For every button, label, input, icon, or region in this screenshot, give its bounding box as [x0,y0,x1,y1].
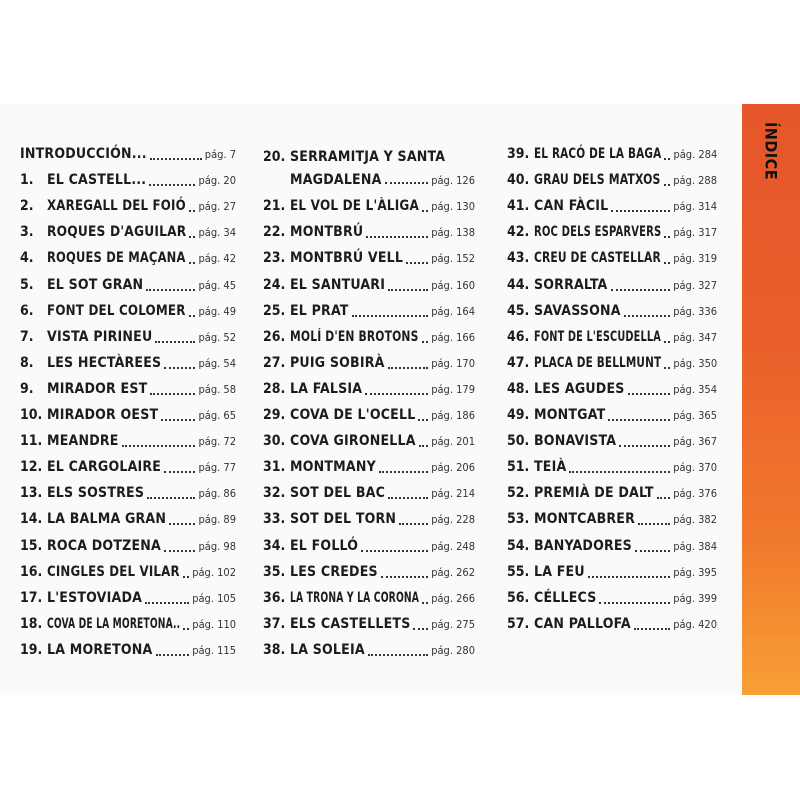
entry-page: pág. 89 [198,513,236,527]
index-entry[interactable] [263,250,475,270]
index-entry[interactable] [20,172,236,192]
entry-title: L'ESTOVIADA [47,589,143,606]
entry-title: ROQUES DE MAÇANA [47,250,186,267]
dot-leader [664,158,670,160]
entry-number: 41. [507,198,530,215]
entry-number: 36. [263,589,286,606]
entry-title: PREMIÀ DE DALT [534,485,654,502]
entry-page: pág. 266 [431,591,475,605]
entry-page: pág. 105 [192,591,236,605]
entry-title: CINGLES DEL VILAR [47,563,180,580]
index-column-2 [263,0,475,800]
index-entry[interactable] [20,564,236,584]
index-entry[interactable] [263,329,475,349]
index-entry[interactable] [507,564,717,584]
dot-leader [366,236,428,238]
entry-page: pág. 314 [673,200,717,214]
entry-title: MIRADOR EST [47,380,148,397]
index-entry[interactable] [263,642,475,662]
index-entry[interactable] [507,303,717,323]
entry-number: 14. [20,511,43,528]
entry-number: 34. [263,537,286,554]
index-entry[interactable] [263,590,475,610]
index-entry[interactable] [20,329,236,349]
entry-page: pág. 7 [204,148,236,161]
entry-number: 13. [20,485,43,502]
index-entry[interactable] [507,277,717,297]
entry-title: VISTA PIRINEU [47,328,153,345]
dot-leader [628,393,671,395]
entry-page: pág. 130 [431,200,475,214]
entry-title: ELS SOSTRES [47,485,145,502]
section-tab-label: ÍNDICE [761,121,781,181]
index-entry[interactable] [20,303,236,323]
entry-number: 7. [20,328,34,345]
index-entry[interactable] [507,381,717,401]
entry-page: pág. 152 [431,252,475,266]
index-entry[interactable] [263,303,475,323]
entry-title: LA BALMA GRAN [47,511,167,528]
entry-number: 50. [507,433,530,450]
dot-leader [145,602,189,604]
entry-page: pág. 42 [198,252,236,266]
entry-number: 11. [20,433,43,450]
entry-number: 55. [507,563,530,580]
entry-number: 21. [263,198,286,215]
index-entry[interactable] [507,538,717,558]
index-entry[interactable] [20,198,236,218]
entry-title: LA TRONA Y LA CORONA [290,589,420,606]
index-entry[interactable] [20,277,236,297]
dot-leader [146,289,195,291]
entry-number: 48. [507,380,530,397]
dot-leader [388,497,428,499]
entry-title: EL CARGOLAIRE [47,459,162,476]
dot-leader [664,341,670,343]
entry-number: 53. [507,511,530,528]
entry-page: pág. 206 [431,461,475,475]
entry-title: CÉLLECS [534,589,597,606]
entry-number: 2. [20,198,34,215]
entry-number: 56. [507,589,530,606]
index-entry[interactable] [20,146,236,166]
entry-title: MIRADOR OEST [47,407,159,423]
entry-number: 40. [507,172,530,189]
index-entry[interactable] [507,198,717,218]
index-entry[interactable] [507,485,717,505]
entry-title: PUIG SOBIRÀ [290,354,385,371]
dot-leader [147,497,195,499]
entry-number: 42. [507,224,530,241]
entry-page: pág. 98 [198,539,236,553]
entry-title: ROQUES D'AGUILAR [47,224,187,241]
dot-leader [183,628,189,630]
entry-title: EL SOT GRAN [47,276,144,293]
entry-page: pág. 275 [431,617,475,631]
entry-page: pág. 228 [431,513,475,527]
index-entry[interactable] [507,146,717,166]
dot-leader [635,550,670,552]
index-entry[interactable] [507,459,717,479]
index-entry[interactable] [20,407,236,427]
index-entry[interactable] [263,146,475,188]
dot-leader [608,419,670,421]
dot-leader [664,184,671,186]
entry-number: 57. [507,615,530,632]
entry-page: pág. 27 [198,200,236,214]
entry-number: 5. [20,276,34,293]
entry-page: pág. 288 [673,174,717,188]
dot-leader [611,210,670,212]
dot-leader [368,654,428,656]
entry-title: MONTGAT [534,407,606,423]
dot-leader [399,523,428,525]
entry-page: pág. 52 [198,330,236,344]
index-entry[interactable] [263,459,475,479]
entry-page: pág. 384 [673,539,717,553]
index-entry[interactable] [20,224,236,244]
index-entry[interactable] [263,198,475,218]
entry-title: TEIÀ [534,459,567,476]
entry-number: 9. [20,380,34,397]
entry-page: pág. 354 [673,382,717,396]
dot-leader [388,289,428,291]
entry-page: pág. 20 [198,174,236,188]
index-entry[interactable] [507,355,717,375]
entry-title: SORRALTA [534,276,608,293]
entry-title: CREU DE CASTELLAR [534,250,661,267]
entry-page: pág. 370 [673,461,717,475]
dot-leader [413,628,428,630]
entry-title: EL PRAT [290,302,349,319]
entry-number: 15. [20,537,43,554]
dot-leader [418,419,428,421]
entry-number: 19. [20,641,43,658]
entry-page: pág. 280 [431,643,475,657]
entry-number: 22. [263,224,286,241]
entry-number: 25. [263,302,286,319]
entry-page: pág. 86 [198,487,236,501]
entry-title: MONTBRÚ VELL [290,250,404,267]
dot-leader [381,576,428,578]
entry-title: FONT DE L'ESCUDELLA [534,328,661,345]
dot-leader [189,210,196,212]
entry-page: pág. 336 [673,304,717,318]
entry-title: LES HECTÀREES [47,354,162,371]
index-entry[interactable] [263,224,475,244]
entry-number: 16. [20,563,43,580]
entry-number: 24. [263,276,286,293]
entry-number: 43. [507,250,530,267]
index-entry[interactable] [507,250,717,270]
entry-title: BANYADORES [534,537,632,554]
entry-page: pág. 45 [198,278,236,292]
entry-title: ROCA DOTZENA [47,537,161,554]
dot-leader [161,419,195,421]
dot-leader [664,367,670,369]
dot-leader [164,550,196,552]
index-entry[interactable] [20,485,236,505]
entry-number: 30. [263,433,286,450]
index-entry[interactable] [507,616,717,636]
entry-number: 3. [20,224,34,241]
entry-title: INTRODUCCIÓN... [20,146,147,162]
dot-leader [150,158,202,160]
entry-number: 51. [507,459,530,476]
entry-title: COVA GIRONELLA [290,433,416,450]
entry-number: 35. [263,563,286,580]
dot-leader [164,471,195,473]
dot-leader [664,236,670,238]
entry-page: pág. 49 [198,304,236,318]
entry-number: 54. [507,537,530,554]
entry-number: 38. [263,641,286,658]
dot-leader [361,550,428,552]
entry-page: pág. 72 [198,435,236,449]
entry-page: pág. 126 [431,174,475,187]
dot-leader [189,262,196,264]
index-column-3 [507,0,717,800]
entry-number: 31. [263,459,286,476]
index-entry[interactable] [263,538,475,558]
entry-title: BONAVISTA [534,433,617,450]
entry-number: 18. [20,615,43,632]
entry-page: pág. 201 [431,435,475,449]
dot-leader [149,184,195,186]
entry-page: pág. 110 [192,617,237,631]
index-entry[interactable] [263,616,475,636]
entry-page: pág. 319 [673,252,717,266]
entry-page: pág. 34 [198,226,236,240]
dot-leader [379,471,428,473]
entry-page: pág. 382 [673,513,717,527]
index-entry[interactable] [507,172,717,192]
entry-page: pág. 376 [673,487,717,501]
index-entry[interactable] [20,511,236,531]
dot-leader [419,445,429,447]
dot-leader [664,262,670,264]
entry-title: LA FALSIA [290,380,363,397]
entry-number: 33. [263,511,286,528]
entry-page: pág. 365 [673,409,717,422]
index-entry[interactable] [263,485,475,505]
index-entry[interactable] [263,355,475,375]
entry-page: pág. 214 [431,487,475,501]
index-entry[interactable] [20,538,236,558]
dot-leader [365,393,428,395]
entry-number: 37. [263,615,286,632]
index-entry[interactable] [507,407,717,427]
entry-page: pág. 367 [673,435,717,449]
dot-leader [657,497,671,499]
dot-leader [638,523,670,525]
index-column-1 [20,0,236,800]
dot-leader [352,315,429,317]
entry-page: pág. 166 [431,330,475,344]
entry-title: MOLÍ D'EN BROTONS [290,328,419,345]
entry-title: MONTCABRER [534,511,635,528]
dot-leader [422,210,428,212]
entry-page: pág. 115 [192,643,236,657]
entry-title: COVA DE LA MORETONA.. [47,615,181,632]
index-entry[interactable] [20,616,236,636]
dot-leader [156,654,190,656]
entry-page: pág. 395 [673,565,717,579]
entry-number: 49. [507,407,530,423]
index-entry[interactable] [20,355,236,375]
dot-leader [385,182,429,184]
entry-page: pág. 186 [431,409,475,422]
entry-page: pág. 317 [673,226,718,240]
index-entry[interactable] [263,381,475,401]
index-entry[interactable] [20,590,236,610]
dot-leader [619,445,670,447]
entry-number: 6. [20,302,34,319]
entry-number: 45. [507,302,530,319]
entry-title: SERRAMITJA Y SANTA [290,149,446,165]
entry-title: LA FEU [534,563,585,580]
entry-title: LES CREDES [290,563,378,580]
entry-title: EL CASTELL... [47,172,147,189]
dot-leader [422,602,428,604]
entry-page: pág. 170 [431,356,475,370]
entry-title: XAREGALL DEL FOIÓ [47,198,186,215]
entry-title: SOT DEL BAC [290,485,386,502]
index-entry[interactable] [507,590,717,610]
index-entry[interactable] [507,329,717,349]
entry-number: 20. [263,149,286,165]
entry-number: 1. [20,172,34,189]
dot-leader [183,576,190,578]
entry-title: SAVASSONA [534,302,621,319]
entry-title: EL FOLLÓ [290,537,359,554]
entry-page: pág. 347 [673,330,717,344]
entry-title: MONTMANY [290,459,376,476]
dot-leader [164,367,195,369]
entry-page: pág. 77 [198,461,236,475]
entry-page: pág. 399 [673,591,717,605]
entry-page: pág. 179 [431,382,475,396]
index-entry[interactable] [20,433,236,453]
entry-page: pág. 58 [198,382,236,396]
dot-leader [422,341,429,343]
entry-page: pág. 164 [431,304,475,318]
index-entry[interactable] [20,381,236,401]
entry-number: 32. [263,485,286,502]
entry-page: pág. 65 [198,409,236,422]
entry-number: 12. [20,459,43,476]
entry-number: 8. [20,354,34,371]
dot-leader [189,236,195,238]
index-entry[interactable] [263,433,475,453]
entry-page: pág. 284 [673,148,718,161]
entry-number: 4. [20,250,34,267]
entry-title: ELS CASTELLETS [290,615,411,632]
dot-leader [155,341,195,343]
index-entry[interactable] [263,511,475,531]
index-entry[interactable] [263,277,475,297]
entry-title: LES AGUDES [534,380,625,397]
entry-title: CAN PALLOFA [534,615,631,632]
dot-leader [150,393,195,395]
entry-number: 17. [20,589,43,606]
entry-title: MONTBRÚ [290,224,364,241]
entry-title: MEANDRE [47,433,119,450]
entry-title: FONT DEL COLOMER [47,302,186,319]
entry-number: 44. [507,276,530,293]
dot-leader [189,315,196,317]
dot-leader [599,602,670,604]
entry-title: ROC DELS ESPARVERS [534,224,662,241]
entry-page: pág. 138 [431,226,475,240]
entry-number: 39. [507,146,530,162]
dot-leader [388,367,429,369]
entry-title: COVA DE L'OCELL [290,407,416,423]
entry-number: 10. [20,407,43,423]
entry-page: pág. 160 [431,278,475,292]
dot-leader [122,445,196,447]
index-entry[interactable] [20,250,236,270]
index-entry[interactable] [507,433,717,453]
dot-leader [169,523,195,525]
section-side-tab [742,104,800,695]
entry-title: EL SANTUARI [290,276,386,293]
entry-title: SOT DEL TORN [290,511,397,528]
entry-page: pág. 420 [673,617,717,631]
entry-title-continued: MAGDALENA [290,172,382,188]
entry-number: 46. [507,328,530,345]
index-entry[interactable] [507,224,717,244]
entry-title: LA MORETONA [47,641,153,658]
entry-number: 52. [507,485,530,502]
entry-number: 26. [263,328,286,345]
entry-page: pág. 327 [673,278,717,292]
entry-title: CAN FÀCIL [534,198,609,215]
index-entry[interactable] [507,511,717,531]
dot-leader [611,289,671,291]
entry-number: 29. [263,407,286,423]
index-entry[interactable] [20,459,236,479]
entry-page: pág. 262 [431,565,475,579]
dot-leader [569,471,670,473]
dot-leader [624,315,670,317]
entry-page: pág. 248 [431,539,475,553]
entry-number: 47. [507,354,530,371]
entry-page: pág. 350 [673,356,718,370]
index-entry[interactable] [263,564,475,584]
entry-title: LA SOLEIA [290,641,365,658]
dot-leader [634,628,670,630]
entry-number: 28. [263,380,286,397]
entry-title: EL VOL DE L'ÀLIGA [290,198,419,215]
entry-title: EL RACÓ DE LA BAGA [534,146,662,162]
dot-leader [588,576,670,578]
entry-title: PLACA DE BELLMUNT [534,354,662,371]
entry-title: GRAU DELS MATXOS [534,172,661,189]
index-entry[interactable] [20,642,236,662]
dot-leader [406,262,428,264]
entry-page: pág. 54 [198,356,236,370]
entry-number: 27. [263,354,286,371]
entry-number: 23. [263,250,286,267]
index-entry[interactable] [263,407,475,427]
entry-page: pág. 102 [192,565,236,579]
